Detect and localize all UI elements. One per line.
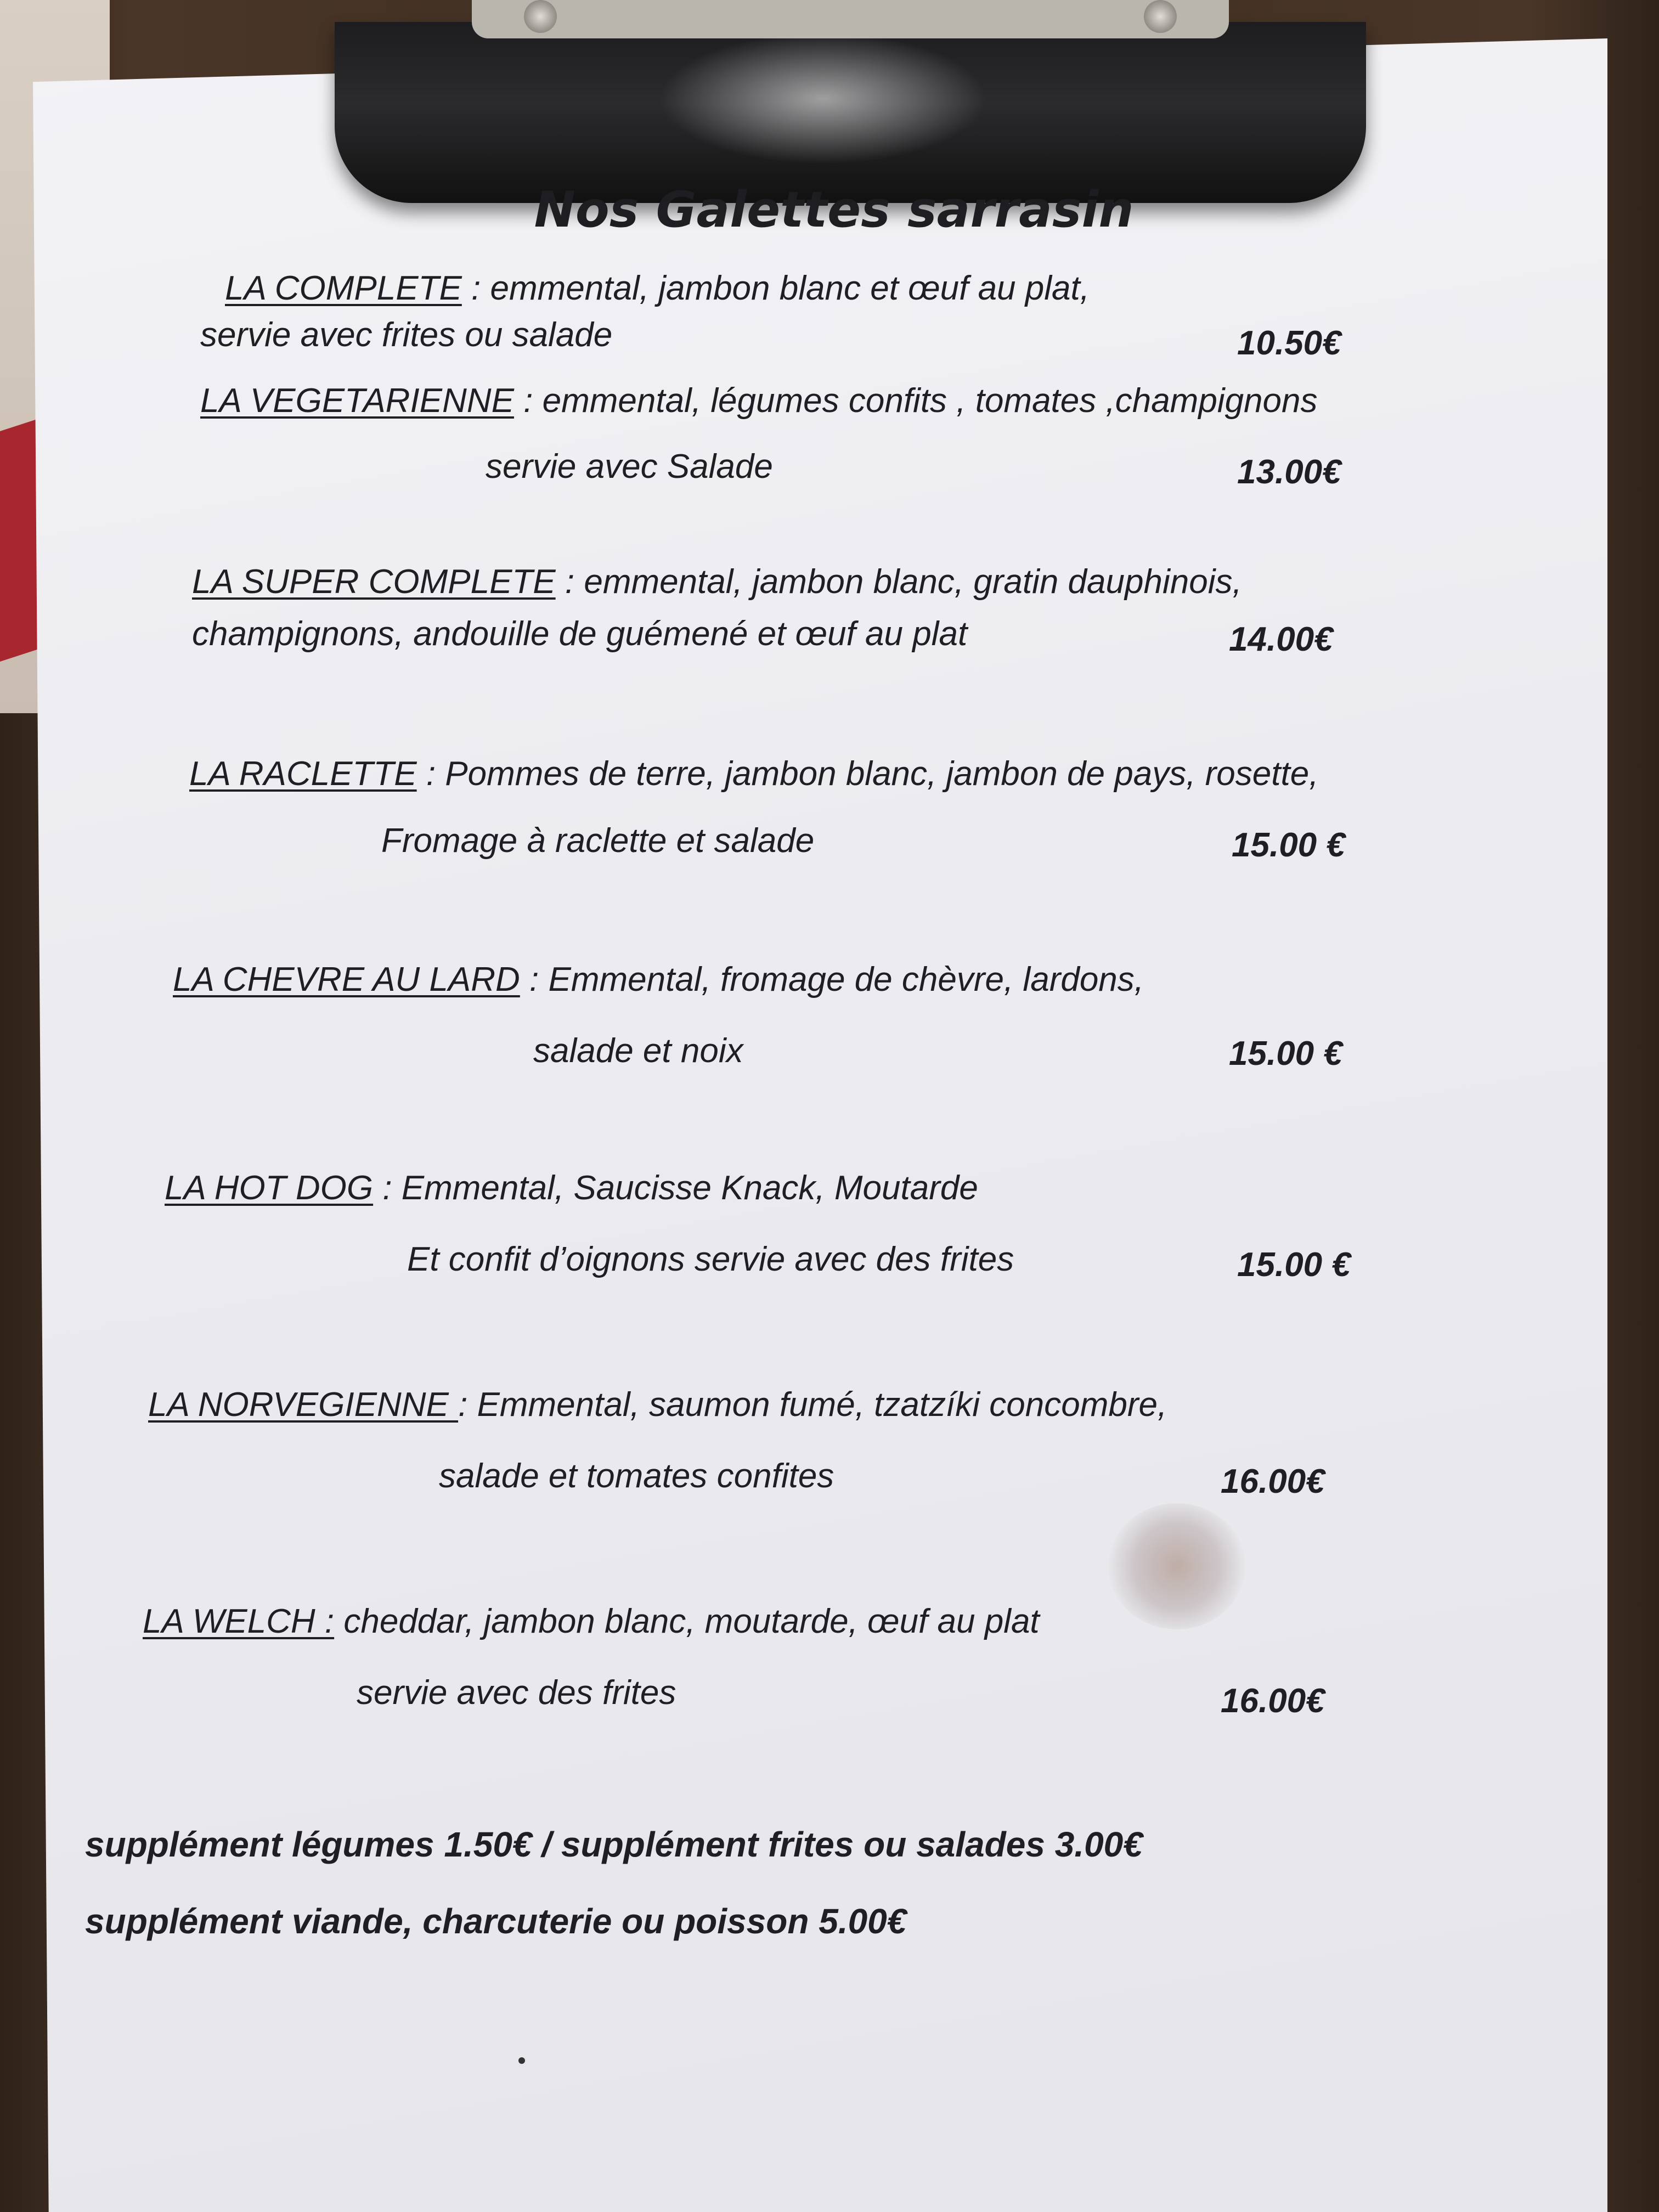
menu-sheet [33,38,1607,2212]
item-desc-line2: servie avec des frites [357,1674,676,1712]
item-name: LA WELCH : [143,1602,335,1640]
menu-title: Nos Galettes sarrasin [534,181,1134,239]
item-name: LA RACLETTE [189,755,417,793]
item-price: 13.00€ [1237,453,1341,491]
item-desc: : emmental, légumes confits , tomates ,champignons [514,382,1318,420]
item-desc: : Emmental, fromage de chèvre, lardons, [520,961,1144,998]
item-price: 16.00€ [1221,1682,1325,1720]
item-price: 14.00€ [1229,620,1333,658]
item-desc: : Pommes de terre, jambon blanc, jambon de pays, rosette, [416,755,1319,793]
item-price: 15.00 € [1229,1035,1342,1073]
item-desc: cheddar, jambon blanc, moutarde, œuf au plat [334,1602,1040,1640]
item-desc: : Emmental, Saucisse Knack, Moutarde [373,1169,978,1207]
rivet-right [1144,0,1177,33]
item-name: LA COMPLETE [225,269,462,307]
supplement-line: supplément légumes 1.50€ / supplément frites ou salades 3.00€ [85,1825,1143,1864]
item-desc-line2: Fromage à raclette et salade [381,822,815,860]
item-desc-line2: Et confit d’oignons servie avec des frites [407,1240,1014,1278]
item-desc-line2: servie avec Salade [486,448,773,486]
menu-item-line1 [200,381,1318,420]
item-desc-line2: salade et tomates confites [439,1457,834,1495]
rivet-left [524,0,557,33]
item-price: 15.00 € [1237,1246,1351,1284]
ink-dot [518,2057,525,2064]
item-price: 16.00€ [1221,1463,1325,1500]
item-name: LA VEGETARIENNE [200,382,514,420]
item-desc-line2: salade et noix [533,1032,743,1070]
paper-stain [1108,1503,1245,1629]
clip-reflection [658,33,988,165]
item-desc: : Emmental, saumon fumé, tzatzíki concombre, [458,1386,1167,1424]
item-price: 10.50€ [1237,324,1341,362]
item-name: LA CHEVRE AU LARD [173,961,520,998]
item-desc: : emmental, jambon blanc et œuf au plat, [461,269,1090,307]
menu-item-line1 [173,960,1144,999]
item-name: LA HOT DOG [165,1169,374,1207]
item-name: LA SUPER COMPLETE [192,563,556,601]
item-desc-line2: champignons, andouille de guémené et œuf au plat [192,615,968,653]
item-price: 15.00 € [1232,826,1345,864]
supplement-line: supplément viande, charcuterie ou poisson 5.00€ [85,1901,907,1941]
item-desc-line2: servie avec frites ou salade [200,316,613,354]
menu-item-line1 [165,1169,978,1207]
menu-item-line1 [192,562,1242,601]
menu-item-line1 [225,269,1090,308]
item-name: LA NORVEGIENNE [148,1386,459,1424]
menu-item-line1 [148,1385,1167,1424]
menu-item-line1 [143,1602,1040,1641]
item-desc: : emmental, jambon blanc, gratin dauphinois, [555,563,1242,601]
menu-item-line1 [189,754,1318,793]
